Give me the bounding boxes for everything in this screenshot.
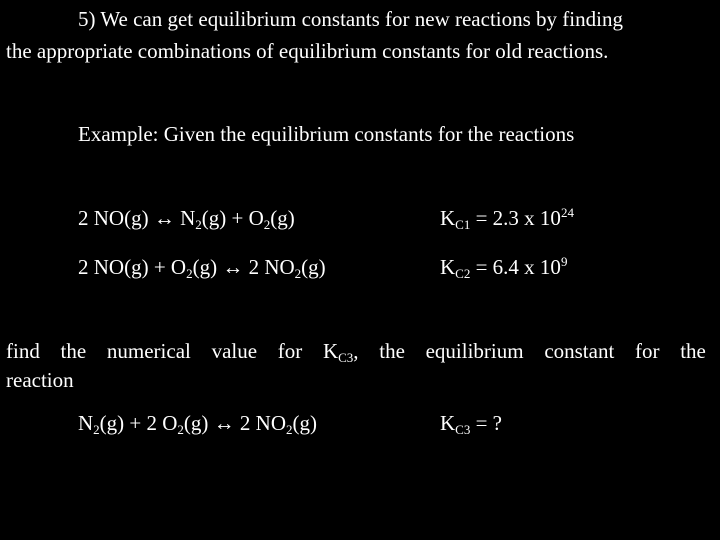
intro-line-1: 5) We can get equilibrium constants for new reactions by finding: [78, 7, 623, 31]
reaction-1: [78, 205, 295, 231]
k-symbol: K: [440, 206, 456, 230]
subscript: 2: [263, 217, 271, 232]
word: numerical: [106, 339, 191, 363]
equilibrium-constant-1: [440, 205, 574, 231]
example-line: Example: Given the equilibrium constants for the reactions: [78, 122, 575, 146]
word: value: [211, 339, 258, 363]
word: the: [379, 339, 405, 363]
subscript: 2: [186, 266, 193, 281]
word: the: [60, 339, 87, 363]
reaction-3-part: (g) ↔ 2 NO: [183, 411, 286, 435]
reaction-2: [78, 254, 326, 280]
k-subscript: C2: [455, 266, 471, 281]
subscript: 2: [195, 217, 202, 232]
intro-line-2: the appropriate combinations of equilibrium constants for old reactions.: [6, 39, 609, 63]
reaction-3-part: (g) + 2 O: [99, 411, 178, 435]
subscript: 2: [294, 266, 302, 281]
equilibrium-constant-3: [440, 410, 502, 436]
reaction-2-part: 2 NO(g) + O: [78, 255, 187, 279]
word: find: [6, 339, 40, 363]
reaction-1-part: (g): [270, 206, 295, 230]
word: the: [680, 339, 706, 363]
k-value: = 2.3 x 10: [470, 206, 561, 230]
k-value: = ?: [470, 411, 503, 435]
k3-reference: [323, 338, 359, 364]
reaction-2-part: (g) ↔ 2 NO: [192, 255, 295, 279]
subscript: 2: [286, 422, 293, 437]
k-exponent: 9: [560, 254, 568, 269]
reaction-3-part: N: [78, 411, 94, 435]
find-line: [6, 338, 706, 364]
subscript: 2: [93, 422, 100, 437]
word: for: [277, 339, 303, 363]
word: for: [635, 339, 660, 363]
k-value: = 6.4 x 10: [470, 255, 561, 279]
reaction-3-part: (g): [292, 411, 317, 435]
k-exponent: 24: [560, 205, 574, 220]
word: constant: [544, 339, 615, 363]
k-subscript: C1: [455, 217, 471, 232]
equilibrium-constant-2: [440, 254, 567, 280]
reaction-2-part: (g): [301, 255, 326, 279]
word: equilibrium: [425, 339, 524, 363]
comma: ,: [353, 339, 359, 363]
reaction-3: [78, 410, 317, 436]
k-subscript: C3: [455, 422, 471, 437]
k-symbol: K: [440, 411, 456, 435]
k-symbol: K: [322, 339, 339, 363]
subscript: 2: [177, 422, 184, 437]
k-subscript: C3: [338, 350, 354, 365]
k-symbol: K: [440, 255, 456, 279]
find-line-2: reaction: [6, 368, 74, 392]
reaction-1-part: (g) + O: [201, 206, 264, 230]
reaction-1-part: 2 NO(g) ↔ N: [78, 206, 196, 230]
